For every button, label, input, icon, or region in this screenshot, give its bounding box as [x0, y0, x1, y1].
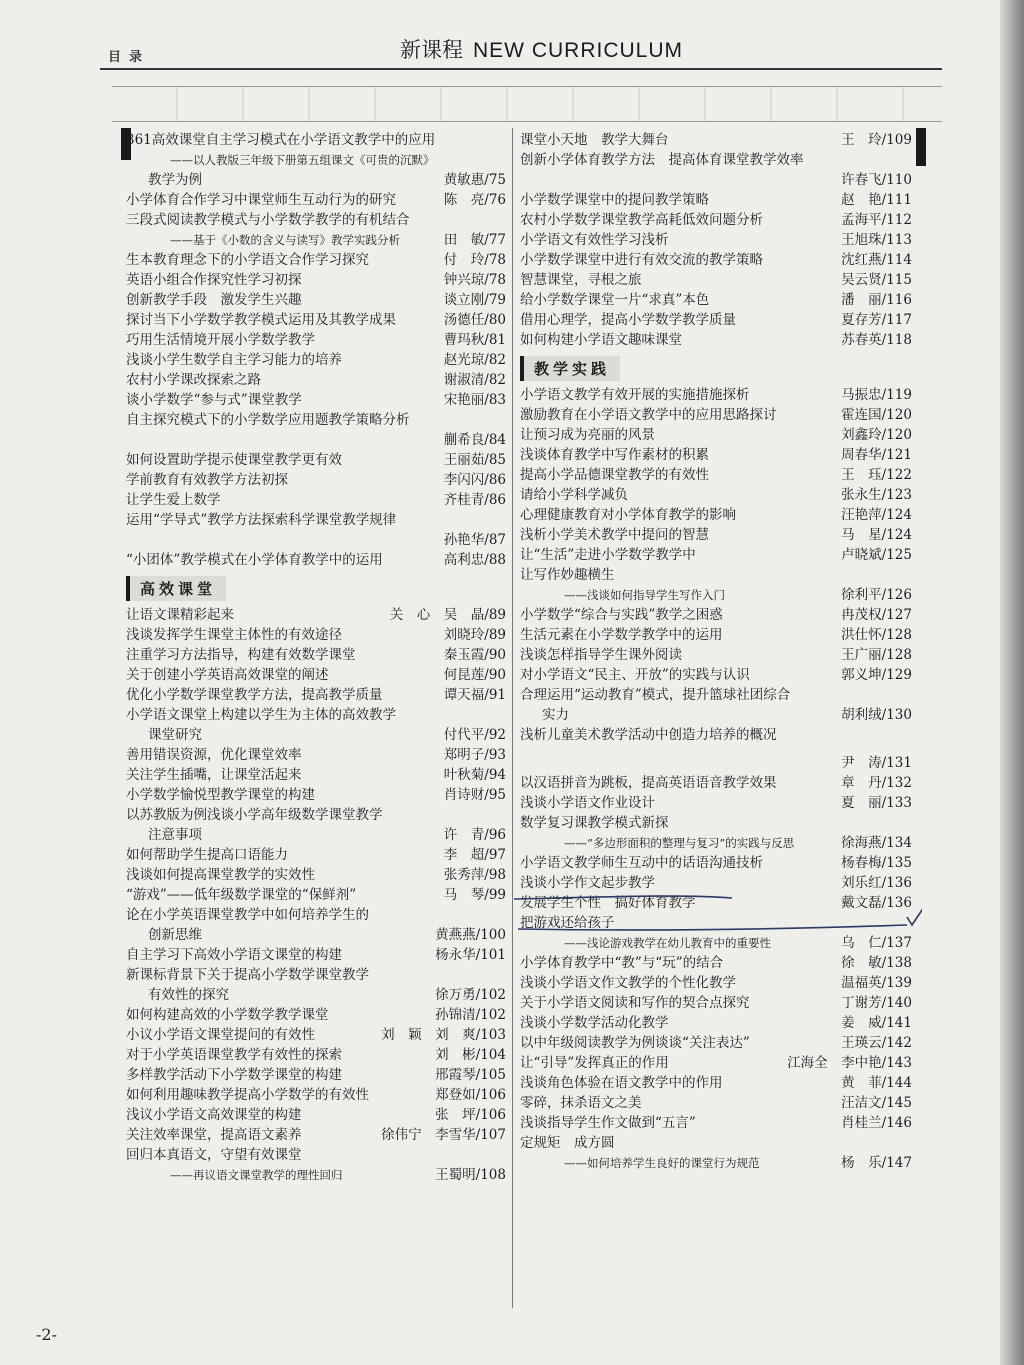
toc-entry-author-page: 马振忠/119 [841, 387, 912, 403]
toc-entry[interactable] [126, 625, 506, 645]
toc-entry-author-page: 付代平/92 [443, 727, 506, 743]
toc-entry[interactable] [520, 525, 912, 545]
toc-entry-title: ——如何培养学生良好的课堂行为规范 [564, 1156, 760, 1170]
toc-entry[interactable] [126, 310, 506, 330]
toc-entry[interactable] [126, 645, 506, 665]
toc-entry[interactable] [126, 885, 506, 905]
toc-entry[interactable] [126, 1065, 506, 1085]
toc-entry-author-page: 张秀萍/98 [443, 867, 506, 883]
toc-entry[interactable] [520, 993, 912, 1013]
toc-entry[interactable] [520, 170, 912, 190]
toc-entry[interactable] [520, 485, 912, 505]
toc-entry[interactable] [126, 210, 506, 230]
toc-entry-title: 浅谈怎样指导学生课外阅读 [520, 647, 682, 663]
toc-entry[interactable] [126, 390, 506, 410]
toc-entry-title: 对小学语文“民主、开放”的实践与认识 [520, 667, 750, 683]
toc-entry-author-page: 王瑛云/142 [841, 1035, 912, 1051]
toc-entry[interactable] [126, 290, 506, 310]
column-divider [512, 128, 513, 1308]
header-title-en: NEW CURRICULUM [473, 39, 683, 62]
toc-entry[interactable] [126, 170, 506, 190]
toc-entry-author-page: 许春飞/110 [841, 172, 912, 188]
toc-entry[interactable] [520, 1113, 912, 1133]
section-heading: 教学实践 [520, 356, 620, 381]
toc-entry[interactable] [520, 753, 912, 773]
toc-entry[interactable] [126, 705, 506, 725]
toc-entry-author-page: 赵光琼/82 [443, 352, 506, 368]
toc-entry-author-page: 江海全 李中艳/143 [787, 1055, 912, 1071]
toc-entry[interactable] [126, 1105, 506, 1125]
toc-entry-title: 生活元素在小学数学教学中的运用 [520, 627, 723, 643]
toc-left-column [126, 130, 506, 1185]
toc-entry-author-page: 夏 丽/133 [841, 795, 912, 811]
toc-entry-author-page: 黄燕燕/100 [435, 927, 506, 943]
toc-entry-title: 让语文课精彩起来 [126, 607, 234, 623]
toc-entry[interactable] [126, 470, 506, 490]
toc-entry-author-page: 潘 丽/116 [841, 292, 912, 308]
toc-entry-author-page: 关 心 吴 晶/89 [389, 607, 506, 623]
toc-entry[interactable] [126, 130, 506, 150]
toc-entry[interactable] [520, 705, 912, 725]
toc-entry-author-page: 孟海平/112 [841, 212, 912, 228]
toc-entry[interactable] [126, 965, 506, 985]
toc-entry[interactable] [520, 290, 912, 310]
toc-entry-title: 三段式阅读教学模式与小学数学教学的有机结合 [126, 212, 410, 228]
right-column-marker [916, 128, 926, 166]
toc-entry-author-page: 杨永华/101 [435, 947, 506, 963]
toc-entry-author-page: 肖桂兰/146 [841, 1115, 912, 1131]
toc-entry-author-page: 马 星/124 [841, 527, 912, 543]
toc-entry-author-page: 孙锦清/102 [435, 1007, 506, 1023]
toc-entry-title: 把游戏还给孩子 [520, 915, 615, 931]
header-rule [100, 68, 942, 70]
toc-entry-title: 浅议小学语文高效课堂的构建 [126, 1107, 302, 1123]
toc-entry-title: 探讨当下小学数学教学模式运用及其教学成果 [126, 312, 396, 328]
toc-entry[interactable] [126, 510, 506, 530]
toc-entry[interactable] [126, 1145, 506, 1165]
toc-entry-title: 自主学习下高效小学语文课堂的构建 [126, 947, 342, 963]
toc-entry[interactable] [126, 410, 506, 430]
toc-entry[interactable] [520, 665, 912, 685]
toc-entry-author-page: 李闪闪/86 [443, 472, 506, 488]
toc-entry-title: 自主探究模式下的小学数学应用题教学策略分析 [126, 412, 410, 428]
toc-entry-author-page: 胡利绒/130 [841, 707, 912, 723]
toc-entry[interactable] [126, 350, 506, 370]
toc-entry-author-page: 张 坪/106 [435, 1107, 506, 1123]
toc-entry-author-page: 刘鑫玲/120 [841, 427, 912, 443]
toc-entry-title: 生本教育理念下的小学语文合作学习探究 [126, 252, 369, 268]
toc-entry-title: 小学数学课堂中进行有效交流的教学策略 [520, 252, 763, 268]
toc-entry[interactable] [520, 150, 912, 170]
toc-entry-title: 如何帮助学生提高口语能力 [126, 847, 288, 863]
header-title-cn: 新课程 [400, 38, 463, 62]
toc-entry[interactable] [126, 725, 506, 745]
toc-entry-title: 有效性的探究 [148, 987, 229, 1003]
toc-entry-title: 注重学习方法指导，构建有效数学课堂 [126, 647, 356, 663]
toc-entry-author-page: 赵 艳/111 [841, 192, 912, 208]
toc-entry-title: 浅谈发挥学生课堂主体性的有效途径 [126, 627, 342, 643]
toc-entry[interactable] [520, 1073, 912, 1093]
toc-entry-title: 如何构建小学语文趣味课堂 [520, 332, 682, 348]
section-heading: 高效课堂 [126, 576, 226, 601]
toc-entry-title: 对于小学英语课堂教学有效性的探索 [126, 1047, 342, 1063]
toc-entry[interactable] [126, 450, 506, 470]
toc-entry[interactable] [126, 430, 506, 450]
toc-entry-author-page: 汪艳萍/124 [841, 507, 912, 523]
next-page-edge [1000, 0, 1024, 1365]
toc-entry[interactable] [520, 210, 912, 230]
toc-entry[interactable] [126, 150, 506, 170]
toc-entry[interactable] [126, 250, 506, 270]
toc-entry-title: 农村小学数学课堂教学高耗低效问题分析 [520, 212, 763, 228]
toc-entry-title: 以汉语拼音为跳板，提高英语语音教学效果 [520, 775, 777, 791]
toc-entry[interactable] [126, 230, 506, 250]
toc-entry[interactable] [126, 1085, 506, 1105]
toc-entry[interactable] [126, 490, 506, 510]
toc-entry[interactable] [126, 845, 506, 865]
toc-entry-author-page: 徐海燕/134 [841, 835, 912, 851]
toc-entry[interactable] [126, 270, 506, 290]
toc-entry-title: 小学数学愉悦型教学课堂的构建 [126, 787, 315, 803]
toc-entry-author-page: 徐万勇/102 [435, 987, 506, 1003]
toc-entry[interactable] [126, 765, 506, 785]
toc-entry-author-page: 徐伟宁 李雪华/107 [381, 1127, 506, 1143]
toc-entry-title: 小学数学课堂中的提问教学策略 [520, 192, 709, 208]
toc-entry-author-page: 尹 涛/131 [841, 755, 912, 771]
toc-entry-title: 提高小学品德课堂教学的有效性 [520, 467, 709, 483]
toc-entry-author-page: 高利忠/88 [443, 552, 506, 568]
toc-entry-title: 浅谈小学语文作业设计 [520, 795, 655, 811]
toc-entry-author-page: 叶秋菊/94 [443, 767, 506, 783]
toc-entry[interactable] [520, 565, 912, 585]
toc-entry-author-page: 郑登如/106 [435, 1087, 506, 1103]
toc-entry-author-page: 吴云贤/115 [841, 272, 912, 288]
toc-entry-title: 发展学生个性 搞好体育教学 [520, 895, 696, 911]
header-contents-label: 目录 [108, 50, 151, 65]
toc-entry-author-page: 王蜀明/108 [435, 1167, 506, 1183]
toc-entry[interactable] [126, 685, 506, 705]
toc-entry[interactable] [520, 425, 912, 445]
toc-entry-title: 激励教育在小学语文教学中的应用思路探讨 [520, 407, 777, 423]
toc-entry[interactable] [520, 1013, 912, 1033]
toc-entry-author-page: 徐利平/126 [841, 587, 912, 603]
toc-entry-author-page: 王丽茹/85 [443, 452, 506, 468]
toc-entry-title: 小学体育合作学习中课堂师生互动行为的研究 [126, 192, 396, 208]
toc-entry-author-page: 宋艳丽/83 [443, 392, 506, 408]
toc-entry[interactable] [520, 833, 912, 853]
toc-entry-title: 课堂小天地 教学大舞台 [520, 132, 669, 148]
toc-entry-title: 借用心理学，提高小学数学教学质量 [520, 312, 736, 328]
toc-entry[interactable] [520, 725, 912, 745]
toc-entry-author-page: 戴文磊/136 [841, 895, 912, 911]
toc-entry[interactable] [126, 745, 506, 765]
toc-entry-title: 如何设置助学提示使课堂教学更有效 [126, 452, 342, 468]
toc-entry-author-page: 许 青/96 [443, 827, 506, 843]
toc-entry-title: 361高效课堂自主学习模式在小学语文教学中的应用 [126, 132, 436, 148]
toc-entry[interactable] [520, 270, 912, 290]
toc-entry[interactable] [520, 645, 912, 665]
toc-entry[interactable] [520, 1033, 912, 1053]
toc-entry-title: ——浅论游戏教学在幼儿教育中的重要性 [564, 936, 771, 950]
toc-entry-author-page: 蒯希良/84 [443, 432, 506, 448]
toc-entry-title: 如何构建高效的小学数学教学课堂 [126, 1007, 329, 1023]
toc-entry-title: 让写作妙趣横生 [520, 567, 615, 583]
toc-entry-title: 浅析儿童美术教学活动中创造力培养的概况 [520, 727, 777, 743]
toc-entry-title: ——基于《小数的含义与读写》教学实践分析 [170, 233, 400, 247]
toc-entry[interactable] [126, 785, 506, 805]
toc-entry-author-page: 王旭珠/113 [841, 232, 912, 248]
toc-entry-author-page: 付 玲/78 [443, 252, 506, 268]
toc-entry-title: 运用“学导式”教学方法探索科学课堂教学规律 [126, 512, 397, 528]
toc-entry-author-page: 姜 威/141 [841, 1015, 912, 1031]
toc-entry-title: 谈小学数学“参与式”课堂教学 [126, 392, 302, 408]
toc-entry-title: 浅谈小学生数学自主学习能力的培养 [126, 352, 342, 368]
toc-entry-title: 创新小学体育教学方法 提高体育课堂教学效率 [520, 152, 804, 168]
toc-entry[interactable] [126, 945, 506, 965]
toc-entry-author-page: 章 丹/132 [841, 775, 912, 791]
toc-entry[interactable] [520, 505, 912, 525]
toc-entry-title: 小议小学语文课堂提问的有效性 [126, 1027, 315, 1043]
toc-entry-title: 浅谈如何提高课堂教学的实效性 [126, 867, 315, 883]
toc-entry-title: 新课标背景下关于提高小学数学课堂教学 [126, 967, 369, 983]
toc-entry-title: 学前教育有效教学方法初探 [126, 472, 288, 488]
toc-entry[interactable] [520, 1093, 912, 1113]
toc-entry[interactable] [126, 865, 506, 885]
toc-entry-title: 农村小学课改探索之路 [126, 372, 261, 388]
toc-entry-title: 浅谈体育教学中写作素材的积累 [520, 447, 709, 463]
toc-entry[interactable] [520, 1053, 912, 1073]
toc-entry-title: 数学复习课教学模式新探 [520, 815, 669, 831]
toc-entry-author-page: 孙艳华/87 [443, 532, 506, 548]
toc-entry-author-page: 洪仕怀/128 [841, 627, 912, 643]
toc-entry-author-page: 秦玉霞/90 [443, 647, 506, 663]
toc-entry-title: ——以人教版三年级下册第五组课文《可贵的沉默》 [170, 153, 435, 167]
toc-entry-title: 关于小学语文阅读和写作的契合点探究 [520, 995, 750, 1011]
toc-entry-author-page: 马 琴/99 [443, 887, 506, 903]
pen-annotation [512, 895, 922, 955]
toc-entry[interactable] [520, 385, 912, 405]
toc-right-column [520, 130, 912, 1173]
toc-entry[interactable] [520, 445, 912, 465]
toc-entry-title: 创新教学手段 激发学生兴趣 [126, 292, 302, 308]
toc-entry-title: ——再议语文课堂教学的理性回归 [170, 1168, 343, 1182]
toc-entry-author-page: 李 超/97 [443, 847, 506, 863]
toc-entry[interactable] [126, 985, 506, 1005]
toc-entry-author-page: 刘 彬/104 [435, 1047, 506, 1063]
pen-underline-stroke [514, 896, 732, 899]
toc-entry-author-page: 郑明子/93 [443, 747, 506, 763]
toc-entry-title: 多样教学活动下小学数学课堂的构建 [126, 1067, 342, 1083]
toc-entry-title: 关于创建小学英语高效课堂的阐述 [126, 667, 329, 683]
toc-entry[interactable] [126, 825, 506, 845]
toc-entry[interactable] [126, 1125, 506, 1145]
toc-entry-title: 浅谈角色体验在语文教学中的作用 [520, 1075, 723, 1091]
toc-entry-author-page: 王广丽/128 [841, 647, 912, 663]
toc-entry-author-page: 谈立刚/79 [443, 292, 506, 308]
toc-entry[interactable] [520, 973, 912, 993]
toc-entry[interactable] [520, 310, 912, 330]
toc-entry[interactable] [520, 405, 912, 425]
toc-entry-title: 让“生活”走进小学数学教学中 [520, 547, 696, 563]
toc-entry-author-page: 钟兴琼/78 [443, 272, 506, 288]
toc-entry-title: 教学为例 [148, 172, 202, 188]
toc-entry-author-page: 霍连国/120 [841, 407, 912, 423]
toc-entry-author-page: 杨 乐/147 [841, 1155, 912, 1171]
toc-entry[interactable] [126, 190, 506, 210]
toc-entry[interactable] [126, 530, 506, 550]
toc-entry-title: 创新思维 [148, 927, 202, 943]
toc-entry-title: 心理健康教育对小学体育教学的影响 [520, 507, 736, 523]
toc-entry-title: 小学数学“综合与实践”教学之困惑 [520, 607, 723, 623]
toc-entry[interactable] [520, 773, 912, 793]
toc-entry-author-page: 乌 仁/137 [841, 935, 912, 951]
toc-entry-author-page: 陈 亮/76 [443, 192, 506, 208]
toc-entry-author-page: 邢霞琴/105 [435, 1067, 506, 1083]
toc-entry-title: 请给小学科学减负 [520, 487, 628, 503]
toc-entry-title: 小学体育教学中“教”与“玩”的结合 [520, 955, 724, 971]
toc-entry-title: 浅谈小学数学活动化教学 [520, 1015, 669, 1031]
toc-entry-title: 论在小学英语课堂教学中如何培养学生的 [126, 907, 369, 923]
toc-entry-title: “小团体”教学模式在小学体育教学中的运用 [126, 552, 383, 568]
toc-entry[interactable] [126, 925, 506, 945]
toc-entry-author-page: 夏存芳/117 [841, 312, 912, 328]
toc-entry-title: 定规矩 成方圆 [520, 1135, 615, 1151]
toc-entry[interactable] [520, 1133, 912, 1153]
toc-entry-author-page: 温福英/139 [841, 975, 912, 991]
toc-entry[interactable] [520, 873, 912, 893]
toc-entry-title: “游戏”——低年级数学课堂的“保鲜剂” [126, 887, 357, 903]
toc-entry[interactable] [126, 665, 506, 685]
toc-entry[interactable] [126, 1005, 506, 1025]
toc-entry-title: 给小学数学课堂一片“求真”本色 [520, 292, 710, 308]
toc-entry-title: 以中年级阅读教学为例谈谈“关注表达” [520, 1035, 750, 1051]
toc-entry-title: 小学语文课堂上构建以学生为主体的高效教学 [126, 707, 396, 723]
toc-entry[interactable] [126, 1025, 506, 1045]
toc-entry-author-page: 张永生/123 [841, 487, 912, 503]
toc-entry-title: 小学语文教学有效开展的实施措施探析 [520, 387, 750, 403]
toc-entry[interactable] [520, 190, 912, 210]
toc-entry-title: 关注学生插嘴，让课堂活起来 [126, 767, 302, 783]
toc-entry-author-page: 丁谢芳/140 [841, 995, 912, 1011]
toc-entry-title: 让“引导”发挥真正的作用 [520, 1055, 669, 1071]
toc-entry-title: 让学生爱上数学 [126, 492, 221, 508]
toc-entry-title: 小学语文教学师生互动中的话语沟通技析 [520, 855, 763, 871]
toc-entry[interactable] [520, 605, 912, 625]
toc-entry[interactable] [126, 805, 506, 825]
toc-entry-title: 小学语文有效性学习浅析 [520, 232, 669, 248]
toc-entry-title: 以苏教版为例浅谈小学高年级数学课堂教学 [126, 807, 383, 823]
toc-entry-author-page: 黄 菲/144 [841, 1075, 912, 1091]
toc-entry-author-page: 苏春英/118 [841, 332, 912, 348]
toc-entry-author-page: 汤德任/80 [443, 312, 506, 328]
toc-entry[interactable] [520, 545, 912, 565]
toc-entry[interactable] [126, 1165, 506, 1185]
toc-entry-author-page: 冉茂权/127 [841, 607, 912, 623]
toc-entry[interactable] [520, 953, 912, 973]
toc-entry-author-page: 曹玛秋/81 [443, 332, 506, 348]
page-number: -2- [36, 1325, 57, 1344]
toc-entry-title: 英语小组合作探究性学习初探 [126, 272, 302, 288]
toc-entry[interactable] [126, 605, 506, 625]
toc-entry[interactable] [520, 853, 912, 873]
toc-entry[interactable] [126, 1045, 506, 1065]
toc-entry-author-page: 刘晓玲/89 [443, 627, 506, 643]
pen-check-mark [907, 907, 922, 925]
toc-entry-title: 课堂研究 [148, 727, 202, 743]
toc-entry-author-page: 郭义坤/129 [841, 667, 912, 683]
toc-entry-author-page: 何昆莲/90 [443, 667, 506, 683]
toc-entry-author-page: 徐 敏/138 [841, 955, 912, 971]
toc-entry[interactable] [520, 793, 912, 813]
toc-entry[interactable] [126, 905, 506, 925]
toc-entry[interactable] [520, 685, 912, 705]
toc-entry-title: 零碎，抹杀语文之美 [520, 1095, 642, 1111]
toc-entry-title: 让预习成为亮丽的风景 [520, 427, 655, 443]
toc-entry[interactable] [126, 370, 506, 390]
toc-entry-title: 浅谈指导学生作文做到“五言” [520, 1115, 696, 1131]
toc-entry[interactable] [520, 625, 912, 645]
toc-entry-author-page: 谭天福/91 [443, 687, 506, 703]
toc-entry-author-page: 刘乐红/136 [841, 875, 912, 891]
toc-entry-title: 巧用生活情境开展小学数学教学 [126, 332, 315, 348]
toc-entry-title: ——浅谈如何指导学生写作入门 [564, 588, 725, 602]
toc-entry[interactable] [520, 230, 912, 250]
toc-entry[interactable] [520, 585, 912, 605]
toc-entry[interactable] [520, 250, 912, 270]
toc-entry-author-page: 刘 颖 刘 爽/103 [381, 1027, 506, 1043]
toc-entry-title: 合理运用“运动教育”模式，提升篮球社团综合 [520, 687, 791, 703]
toc-entry-author-page: 汪洁文/145 [841, 1095, 912, 1111]
toc-entry-author-page: 肖诗财/95 [443, 787, 506, 803]
toc-entry-author-page: 王 玲/109 [841, 132, 912, 148]
toc-entry-author-page: 黄敏惠/75 [443, 172, 506, 188]
toc-entry[interactable] [520, 330, 912, 350]
toc-entry[interactable] [520, 813, 912, 833]
toc-entry-author-page: 齐桂青/86 [443, 492, 506, 508]
toc-entry[interactable] [520, 1153, 912, 1173]
toc-entry-author-page: 谢淑清/82 [443, 372, 506, 388]
toc-entry-author-page: 周春华/121 [841, 447, 912, 463]
pen-underline-stroke-2 [518, 925, 907, 930]
toc-entry-title: 善用错误资源，优化课堂效率 [126, 747, 302, 763]
toc-entry-author-page: 田 敏/77 [443, 232, 506, 248]
toc-entry[interactable] [126, 550, 506, 570]
toc-entry-title: ——“多边形面积的整理与复习”的实践与反思 [564, 836, 795, 850]
toc-entry-author-page: 王 珏/122 [841, 467, 912, 483]
toc-entry-author-page: 沈红燕/114 [841, 252, 912, 268]
toc-entry-title: 智慧课堂，寻根之旅 [520, 272, 642, 288]
toc-entry-author-page: 卢晓斌/125 [841, 547, 912, 563]
toc-entry-title: 浅谈小学语文作文教学的个性化教学 [520, 975, 736, 991]
toc-entry[interactable] [520, 130, 912, 150]
toc-entry-title: 如何利用趣味教学提高小学数学的有效性 [126, 1087, 369, 1103]
toc-entry-title: 浅析小学美术教学中提问的智慧 [520, 527, 709, 543]
header-title [400, 34, 683, 64]
toc-entry[interactable] [520, 465, 912, 485]
toc-entry-title: 注意事项 [148, 827, 202, 843]
toc-entry-title: 实力 [542, 707, 569, 723]
decorative-band [112, 86, 942, 122]
toc-entry-author-page: 杨春梅/135 [841, 855, 912, 871]
toc-entry-title: 关注效率课堂，提高语文素养 [126, 1127, 302, 1143]
toc-entry-title: 浅谈小学作文起步教学 [520, 875, 655, 891]
toc-entry[interactable] [126, 330, 506, 350]
toc-entry-title: 回归本真语文，守望有效课堂 [126, 1147, 302, 1163]
toc-entry-title: 优化小学数学课堂教学方法，提高教学质量 [126, 687, 383, 703]
